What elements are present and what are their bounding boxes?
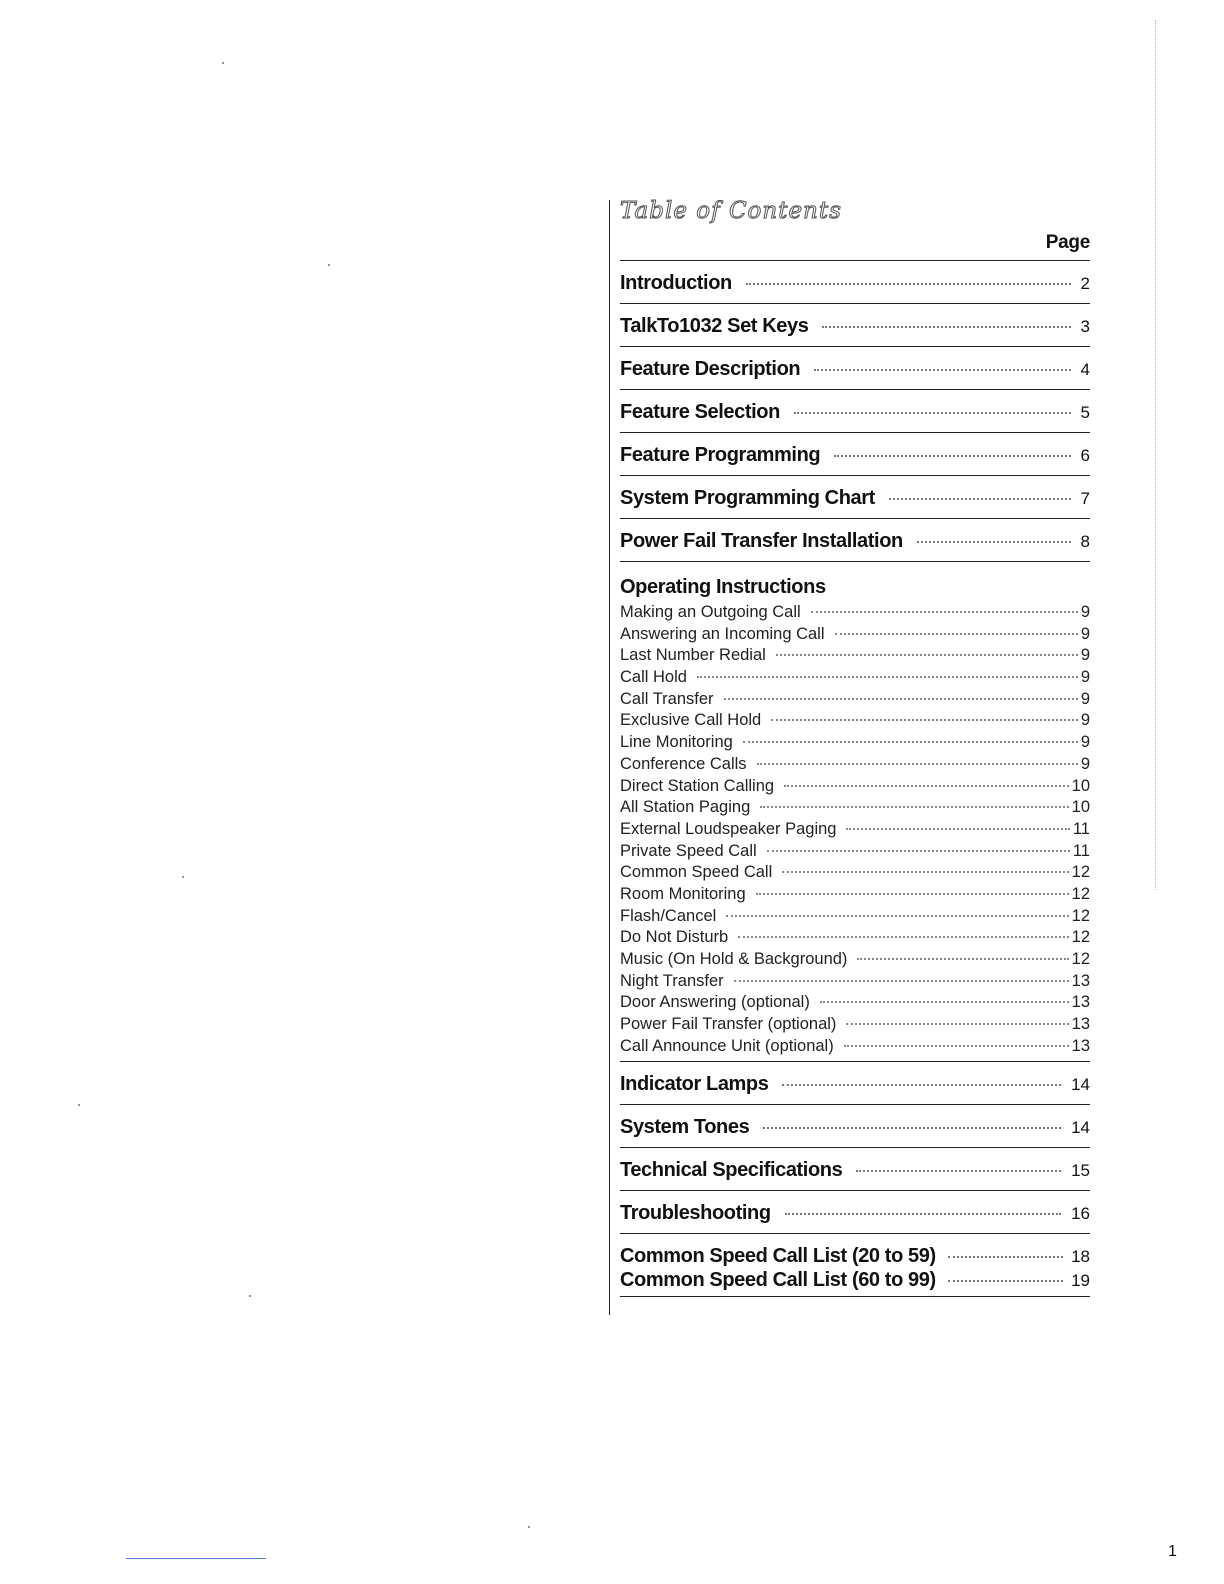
toc-subentry[interactable] — [620, 710, 1090, 732]
dot-leader — [835, 633, 1078, 635]
toc-subentry-page: 9 — [1080, 754, 1090, 773]
toc-entry-page: 2 — [1080, 274, 1090, 293]
scan-underline-mark — [126, 1558, 266, 1559]
toc-entry-label: TalkTo1032 Set Keys — [620, 315, 809, 337]
toc-subentry[interactable] — [620, 884, 1090, 906]
toc-subentry-label: Direct Station Calling — [620, 776, 775, 795]
toc-subentry[interactable] — [620, 776, 1090, 798]
toc-subentry-page: 13 — [1071, 971, 1090, 990]
dot-leader — [697, 676, 1078, 678]
dot-leader — [822, 326, 1070, 328]
toc-entry-page: 16 — [1071, 1204, 1090, 1224]
speed-call-list-entries — [620, 1234, 1090, 1297]
toc-entry[interactable] — [620, 1268, 1090, 1292]
toc-entry-label: Common Speed Call List (60 to 99) — [620, 1269, 936, 1292]
dot-leader — [784, 785, 1069, 787]
toc-subentry-label: Line Monitoring — [620, 733, 733, 752]
dot-leader — [889, 498, 1071, 500]
toc-entry[interactable] — [620, 1191, 1090, 1234]
toc-subentry-label: Room Monitoring — [620, 884, 746, 903]
toc-subentry-label: Call Hold — [620, 668, 687, 687]
toc-subentry-page: 9 — [1080, 668, 1090, 687]
toc-subentry[interactable] — [620, 1036, 1090, 1058]
dot-leader — [811, 611, 1078, 613]
toc-entry-page: 15 — [1071, 1161, 1090, 1181]
toc-subentry[interactable] — [620, 906, 1090, 928]
dot-leader — [844, 1045, 1069, 1047]
toc-entry-page: 8 — [1080, 532, 1090, 551]
dot-leader — [820, 1001, 1069, 1003]
toc-entry-page: 7 — [1080, 489, 1090, 508]
toc-subentry-page: 12 — [1071, 884, 1090, 903]
toc-entry-label: Feature Selection — [620, 401, 780, 423]
toc-entry-page: 19 — [1071, 1271, 1090, 1291]
toc-entry-page: 3 — [1080, 317, 1090, 336]
dot-leader — [948, 1256, 1063, 1258]
toc-subentry[interactable] — [620, 862, 1090, 884]
operating-instructions-section — [620, 562, 1090, 1062]
toc-subentry[interactable] — [620, 667, 1090, 689]
toc-subentry-page: 9 — [1080, 646, 1090, 665]
toc-subentry[interactable] — [620, 602, 1090, 624]
dot-leader — [757, 763, 1078, 765]
dot-leader — [734, 980, 1069, 982]
page-column-header: Page — [620, 226, 1090, 261]
toc-entry[interactable] — [620, 1105, 1090, 1148]
toc-subentry[interactable] — [620, 819, 1090, 841]
scan-speck — [328, 264, 330, 266]
toc-entry-label: Introduction — [620, 272, 732, 294]
toc-subentry-page: 12 — [1071, 950, 1090, 968]
table-of-contents — [620, 196, 1090, 1297]
toc-subentry-label: All Station Paging — [620, 798, 751, 817]
toc-subentry[interactable] — [620, 732, 1090, 754]
dot-leader — [782, 1084, 1061, 1086]
toc-title: Table of Contents — [620, 198, 842, 224]
toc-subentry-label: Call Transfer — [620, 689, 714, 708]
toc-entry[interactable] — [620, 1244, 1090, 1268]
toc-entry[interactable] — [620, 347, 1090, 390]
toc-subentry-label: Common Speed Call — [620, 863, 773, 882]
dot-leader — [756, 893, 1069, 895]
toc-entry-label: Indicator Lamps — [620, 1073, 769, 1096]
toc-subentry[interactable] — [620, 754, 1090, 776]
dot-leader — [846, 828, 1069, 830]
toc-entry[interactable] — [620, 390, 1090, 433]
dot-leader — [785, 1213, 1061, 1215]
toc-subentry-label: Answering an Incoming Call — [620, 624, 825, 643]
toc-subentry-page: 9 — [1080, 689, 1090, 708]
dot-leader — [857, 958, 1068, 960]
toc-subentry-label: External Loudspeaker Paging — [620, 819, 837, 838]
toc-subentry-page: 12 — [1071, 928, 1090, 947]
toc-entry[interactable] — [620, 476, 1090, 519]
toc-subentry-page: 11 — [1072, 819, 1090, 838]
dot-leader — [767, 850, 1070, 852]
toc-entry[interactable] — [620, 304, 1090, 347]
toc-entry-page: 4 — [1080, 360, 1090, 379]
toc-subentry[interactable] — [620, 971, 1090, 993]
toc-entry-label: Feature Description — [620, 358, 801, 380]
toc-subentry-page: 13 — [1071, 1015, 1090, 1034]
dot-leader — [794, 412, 1071, 414]
toc-subentry-label: Door Answering (optional) — [620, 993, 810, 1012]
toc-entry[interactable] — [620, 261, 1090, 304]
dot-leader — [743, 741, 1078, 743]
toc-subentry-label: Night Transfer — [620, 971, 724, 990]
toc-subentry-label: Exclusive Call Hold — [620, 711, 762, 730]
scan-speck — [182, 876, 184, 878]
toc-subentry[interactable] — [620, 797, 1090, 819]
toc-subentry-page: 13 — [1071, 1036, 1090, 1055]
toc-entry-label: Common Speed Call List (20 to 59) — [620, 1245, 936, 1268]
scan-speck — [222, 62, 224, 64]
toc-entry-label: System Tones — [620, 1116, 750, 1139]
toc-subentry-page: 12 — [1071, 863, 1090, 882]
toc-entry-page: 6 — [1080, 446, 1090, 465]
toc-entry-page: 14 — [1071, 1118, 1090, 1138]
page-number: 1 — [1168, 1543, 1177, 1560]
toc-subentry-label: Power Fail Transfer (optional) — [620, 1015, 837, 1034]
toc-subentry[interactable] — [620, 992, 1090, 1014]
toc-entry-page: 18 — [1071, 1247, 1090, 1267]
toc-subentry-page: 13 — [1071, 993, 1090, 1012]
dot-leader — [856, 1170, 1061, 1172]
toc-margin-rule — [609, 200, 610, 1315]
dot-leader — [948, 1280, 1063, 1282]
toc-entry[interactable] — [620, 433, 1090, 476]
dot-leader — [814, 369, 1070, 371]
toc-subentry-page: 9 — [1080, 603, 1090, 621]
dot-leader — [776, 654, 1078, 656]
toc-subentry-page: 10 — [1071, 776, 1090, 795]
toc-subentry-label: Last Number Redial — [620, 646, 766, 665]
toc-subentry-page: 9 — [1080, 711, 1090, 730]
toc-subentry-label: Call Announce Unit (optional) — [620, 1036, 834, 1055]
dot-leader — [917, 541, 1071, 543]
dot-leader — [771, 719, 1078, 721]
toc-entry-label: Technical Specifications — [620, 1159, 843, 1182]
scan-speck — [78, 1104, 80, 1106]
toc-subentry[interactable] — [620, 689, 1090, 711]
toc-entry-label: System Programming Chart — [620, 487, 875, 509]
toc-subentry-label: Music (On Hold & Background) — [620, 950, 848, 968]
toc-subentry-label: Private Speed Call — [620, 841, 757, 860]
toc-subentry-label: Flash/Cancel — [620, 906, 717, 925]
toc-entry-label: Troubleshooting — [620, 1202, 771, 1225]
toc-entry[interactable] — [620, 1062, 1090, 1105]
dot-leader — [760, 806, 1068, 808]
toc-subentry[interactable] — [620, 624, 1090, 646]
main-entries — [620, 261, 1090, 562]
toc-entry[interactable] — [620, 1148, 1090, 1191]
toc-subentry-label: Do Not Disturb — [620, 928, 729, 947]
dot-leader — [782, 871, 1068, 873]
dot-leader — [834, 455, 1070, 457]
toc-subentry-page: 9 — [1080, 733, 1090, 752]
toc-entry-page: 5 — [1080, 403, 1090, 422]
later-entries — [620, 1062, 1090, 1234]
scan-speck — [249, 1295, 251, 1297]
toc-subentry[interactable] — [620, 645, 1090, 667]
toc-entry-page: 14 — [1071, 1075, 1090, 1095]
toc-subentry-page: 9 — [1080, 624, 1090, 643]
toc-subentry-page: 12 — [1071, 906, 1090, 925]
toc-subentry-page: 11 — [1072, 841, 1090, 860]
scan-speck — [528, 1526, 530, 1528]
dot-leader — [738, 936, 1068, 938]
toc-subentry-label: Conference Calls — [620, 754, 747, 773]
toc-subentry[interactable] — [620, 927, 1090, 949]
scan-edge-noise — [1155, 20, 1156, 890]
toc-entry-label: Feature Programming — [620, 444, 821, 466]
toc-subentry[interactable] — [620, 949, 1090, 971]
dot-leader — [746, 283, 1071, 285]
toc-subentry-label: Making an Outgoing Call — [620, 603, 801, 621]
operating-instructions-heading[interactable]: Operating Instructions — [620, 576, 826, 598]
toc-entry[interactable] — [620, 519, 1090, 562]
dot-leader — [763, 1127, 1061, 1129]
toc-subentry[interactable] — [620, 1014, 1090, 1036]
dot-leader — [846, 1023, 1068, 1025]
dot-leader — [724, 698, 1078, 700]
toc-subentry-page: 10 — [1071, 798, 1090, 817]
dot-leader — [726, 915, 1068, 917]
toc-subentry[interactable] — [620, 841, 1090, 863]
toc-entry-label: Power Fail Transfer Installation — [620, 530, 903, 552]
